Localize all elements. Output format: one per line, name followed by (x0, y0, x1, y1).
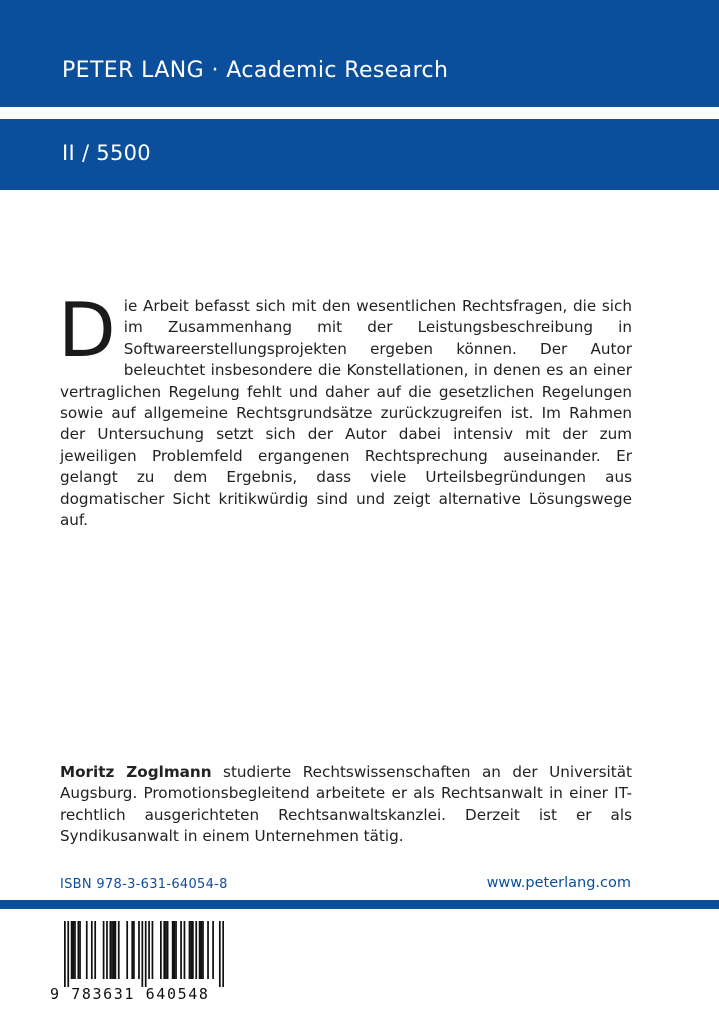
abstract-paragraph (58, 286, 632, 531)
barcode-bar (195, 921, 197, 979)
publisher-url[interactable]: www.peterlang.com (486, 875, 631, 891)
author-bio (60, 762, 632, 848)
barcode-bar (219, 921, 221, 987)
barcode-bar (199, 921, 201, 979)
series-header-band (0, 0, 719, 107)
barcode-bar (165, 921, 167, 979)
barcode-bar (106, 921, 108, 979)
barcode-bar (180, 921, 182, 979)
barcode-bar (133, 921, 135, 979)
barcode-bar (190, 921, 192, 979)
barcode-bar (74, 921, 76, 979)
barcode-bar (163, 921, 165, 979)
barcode-bar (111, 921, 113, 979)
barcode-bar (115, 921, 117, 979)
barcode-bar (77, 921, 79, 979)
author-name: Moritz Zoglmann (60, 763, 212, 781)
barcode-bar (189, 921, 191, 979)
author-bio-text: studierte Rechtswissenschaften an der Universität Augsburg. Promotionsbegleitend arbeitete er als Rechtsanwalt in einer IT-rechtlich ausgerichteten Rechtsanwaltskanzlei. Derzeit ist er als Syndikusanwalt in einem Unternehmen tätig. (60, 763, 632, 846)
barcode-bar (167, 921, 169, 979)
barcode-bar (113, 921, 115, 979)
barcode-bar (91, 921, 93, 979)
barcode-bar (86, 921, 88, 979)
barcode-bars (64, 921, 224, 987)
barcode-bar (148, 921, 150, 979)
abstract-text: ie Arbeit befasst sich mit den wesentlichen Rechtsfragen, die sich im Zusammenhang mit der Leistungsbeschreibung in Softwareerstellungsprojekten ergeben können. Der Autor beleuchtet insbesondere die Konstellationen, in denen es an einer vertraglichen Regelung fehlt und daher auf die gesetzlichen Regelungen sowie auf allgemeine Rechtsgrundsätze zurückzugreifen ist. Im Rahmen der Untersuchung setzt sich der Autor dabei intensiv mit der zum jeweiligen Problemfeld ergangenen Rechtsprechung auseinander. Er gelangt zu dem Ergebnis, dass viele Urteilsbegründungen aus dogmatischer Sicht kritikwürdig sind und zeigt alternative Lösungswege auf. (60, 297, 632, 530)
barcode-bar (94, 921, 96, 979)
barcode-bar (175, 921, 177, 979)
barcode-bar (131, 921, 133, 979)
barcode-bar (79, 921, 81, 979)
barcode-bar (173, 921, 175, 979)
series-title: PETER LANG · Academic Research (62, 58, 449, 83)
drop-cap: D (58, 286, 116, 374)
barcode-bar (67, 921, 69, 987)
barcode-bar (138, 921, 140, 979)
barcode (44, 919, 230, 1011)
volume-number: II / 5500 (62, 141, 151, 165)
isbn-label: ISBN 978-3-631-64054-8 (60, 877, 228, 892)
footer-rule (0, 900, 719, 909)
barcode-bar (118, 921, 120, 979)
barcode-bar (200, 921, 202, 979)
barcode-bar (222, 921, 224, 987)
barcode-bar (64, 921, 66, 987)
barcode-bar (145, 921, 147, 987)
barcode-bar (72, 921, 74, 979)
barcode-bar (152, 921, 154, 979)
barcode-bar (172, 921, 174, 979)
barcode-bar (207, 921, 209, 979)
barcode-bar (184, 921, 186, 979)
barcode-bar (160, 921, 162, 979)
barcode-bar (126, 921, 128, 979)
barcode-bar (103, 921, 105, 979)
barcode-bar (212, 921, 214, 979)
volume-band (0, 119, 719, 190)
barcode-bar (192, 921, 194, 979)
barcode-digits: 9 783631 640548 (50, 985, 210, 1003)
barcode-bar (109, 921, 111, 979)
barcode-bar (141, 921, 143, 987)
barcode-bar (202, 921, 204, 979)
barcode-bar (71, 921, 73, 979)
